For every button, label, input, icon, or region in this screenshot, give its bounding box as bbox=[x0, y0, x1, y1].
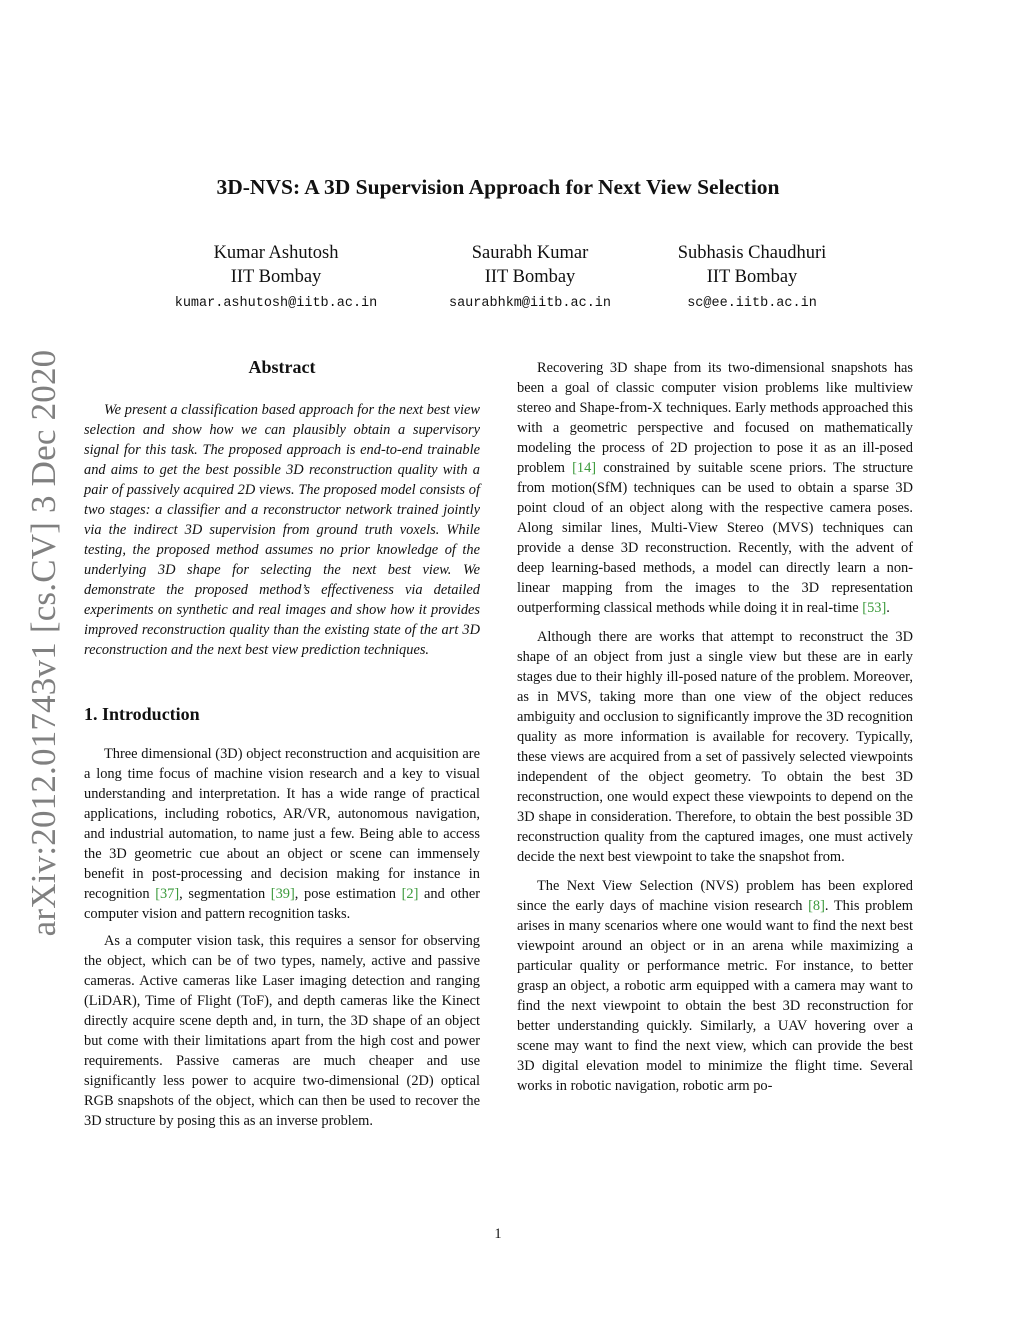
citation-link[interactable]: [39] bbox=[270, 886, 295, 902]
citation-link[interactable]: [53] bbox=[862, 600, 887, 616]
abstract-heading: Abstract bbox=[248, 357, 316, 377]
right-column bbox=[517, 358, 913, 1105]
arxiv-identifier-text: arXiv:2012.01743v1 [cs.CV] 3 Dec 2020 bbox=[24, 349, 63, 937]
author-block bbox=[146, 241, 406, 313]
author-name: Kumar Ashutosh bbox=[213, 243, 339, 263]
author-block bbox=[622, 241, 882, 313]
citation-link[interactable]: [8] bbox=[808, 898, 825, 914]
introduction-heading: 1. Introduction bbox=[84, 704, 200, 724]
author-affiliation: IIT Bombay bbox=[706, 267, 798, 287]
paper-title: 3D-NVS: A 3D Supervision Approach for Next View Selection bbox=[216, 175, 780, 199]
author-email: saurabhkm@iitb.ac.in bbox=[448, 296, 612, 311]
citation-link[interactable]: [2] bbox=[401, 886, 419, 902]
author-name: Saurabh Kumar bbox=[471, 243, 589, 263]
intro-paragraph-1: Three dimensional (3D) object reconstruction and acquisition are a long time focus of machine vision research and a key to visual understanding and interpretation. It has a wide range of practical applications, including robotics, AR/VR, autonomous navigation, and industrial automation, to name just a few. Being able to access the 3D geometric cue about an object or scene can immensely benefit in post-processing and decision making for instance in recognition [37], segmentation [39], pose estimation [2] and other computer vision and pattern recognition tasks. bbox=[84, 746, 481, 922]
intro-paragraph-2: As a computer vision task, this requires a sensor for observing the object, which can be of two types, namely, active and passive cameras. Active cameras like Laser imaging detection and ranging (LiDAR), Time of Flight (ToF), and depth cameras like the Kinect directly acquire scene depth and, in turn, the 3D shape of an object but come with their limitations apart from the high cost and power requirements. Passive cameras are much cheaper and use significantly less power to acquire two-dimensional (2D) optical RGB snapshots of the object, which can then be used to recover the 3D structure by posing this as an inverse problem. bbox=[84, 933, 480, 1129]
author-affiliation: IIT Bombay bbox=[484, 267, 576, 287]
citation-link[interactable]: [14] bbox=[572, 460, 597, 476]
page-number: 1 bbox=[494, 1226, 502, 1242]
right-paragraph-1: Recovering 3D shape from its two-dimensional snapshots has been a goal of classic computer vision problems like multiview stereo and Shape-from-X techniques. Early methods approached this with a geometric perspective and focused on mathematically modeling the process of 2D projection to pose it as an ill-posed problem [14] constrained by suitable scene priors. The structure from motion(SfM) techniques can be used to obtain a sparse 3D point cloud of an object along with the respective camera poses. Along similar lines, Multi-View Stereo (MVS) techniques can provide a dense 3D reconstruction. Recently, with the advent of deep learning-based methods, a model can directly learn a non-linear mapping from the images to the 3D representation outperforming classical methods while doing it in real-time [53]. bbox=[517, 360, 913, 616]
author-block bbox=[400, 241, 660, 313]
left-column bbox=[84, 354, 480, 1138]
author-name: Subhasis Chaudhuri bbox=[677, 243, 827, 263]
abstract-text: We present a classification based approach for the next best view selection and show how we can plausibly obtain a supervisory signal for this task. The proposed approach is end-to-end trainable and aims to get the best possible 3D reconstruction quality with a pair of passively acquired 2D views. The proposed model consists of two stages: a classifier and a reconstructor network trained jointly via the indirect 3D supervision from ground truth voxels. While testing, the proposed method assumes no prior knowledge of the underlying 3D shape for selecting the next best view. We demonstrate the proposed method’s effectiveness via detailed experiments on synthetic and real images and show how it provides improved reconstruction quality than the existing state of the art 3D reconstruction and the next best view prediction techniques. bbox=[84, 402, 480, 658]
author-email: sc@ee.iitb.ac.in bbox=[687, 296, 817, 311]
author-email: kumar.ashutosh@iitb.ac.in bbox=[174, 296, 378, 311]
author-affiliation: IIT Bombay bbox=[230, 267, 322, 287]
right-paragraph-2: Although there are works that attempt to reconstruct the 3D shape of an object from just a single view but these are in early stages due to their highly ill-posed nature of the problem. Moreover, as in MVS, taking more than one view of the object reduces ambiguity and occlusion to significantly improve the 3D recognition quality as more information is available for recovery. Typically, these views are acquired from a set of passively selected viewpoints independent of the object geometry. To obtain the best 3D reconstruction, one would expect these viewpoints to depend on the 3D shape in consideration. Therefore, to obtain the best possible 3D reconstruction quality from the captured images, one must actively decide the next best viewpoint to take the snapshot from. bbox=[517, 629, 913, 865]
citation-link[interactable]: [37] bbox=[155, 886, 180, 902]
right-paragraph-3: The Next View Selection (NVS) problem has been explored since the early days of machine vision research [8]. This problem arises in many scenarios where one would want to find the next best viewpoint around an object or in an arena while maximizing a particular quality or performance metric. For instance, to better grasp an object, a robotic arm equipped with a camera may want to find the next viewpoint to obtain the best 3D reconstruction for better understanding quickly. Similarly, a UAV hovering over a scene may want to find the next view, which can provide the best 3D digital elevation model to minimize the flight time. Several works in robotic navigation, robotic arm po- bbox=[517, 878, 913, 1094]
